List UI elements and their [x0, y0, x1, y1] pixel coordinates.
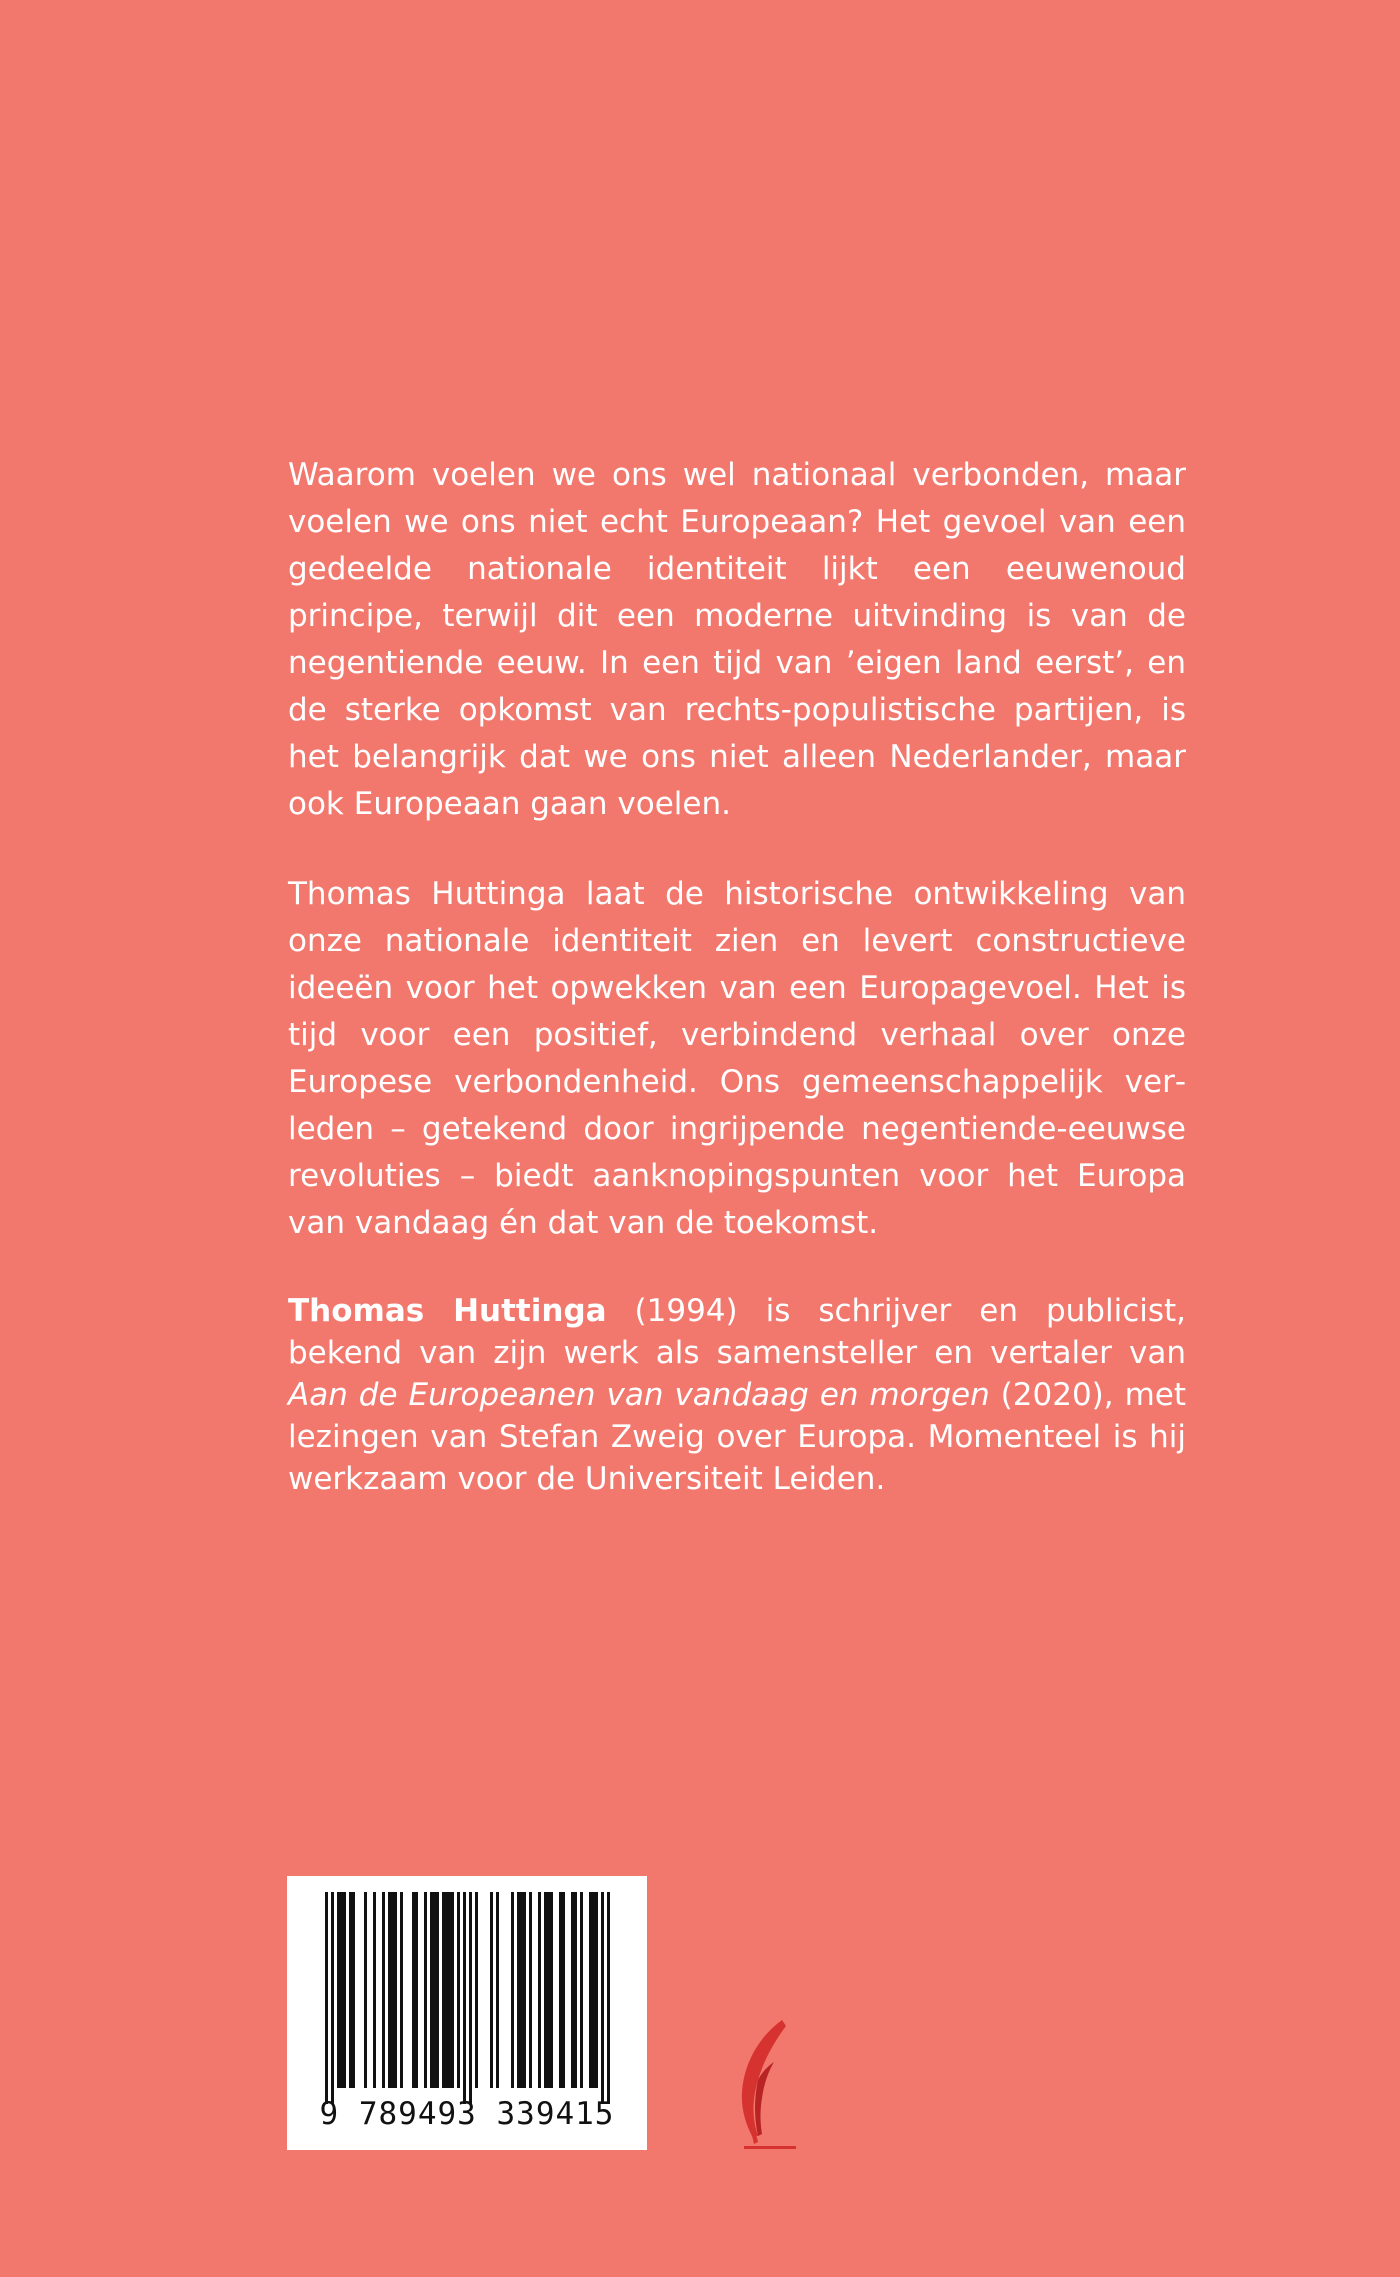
bio-text-2: (2020), met lezingen van Stefan Zweig over Europa. Momenteel is hij werkzaam voor de Universiteit Leiden.: [288, 1377, 1186, 1497]
barcode-bar: [373, 1892, 376, 2088]
barcode-bar: [544, 1892, 547, 2088]
barcode-bar: [562, 1892, 565, 2088]
barcode-bar: [391, 1892, 394, 2088]
book-title: Aan de Europeanen van vandaag en morgen: [288, 1377, 990, 1413]
barcode-bar: [343, 1892, 346, 2088]
bio-text-1: (1994) is schrijver en publicist, bekend van zijn werk als samensteller en vertaler van: [288, 1293, 1187, 1371]
barcode: [287, 1876, 647, 2150]
barcode-bar: [400, 1892, 403, 2088]
barcode-bar: [475, 1892, 478, 2088]
barcode-bar: [607, 1892, 610, 2104]
barcode-bar: [469, 1892, 472, 2104]
barcode-bar: [520, 1892, 523, 2088]
barcode-bar: [445, 1892, 448, 2088]
barcode-bar: [571, 1892, 574, 2088]
barcode-bar: [595, 1892, 598, 2088]
barcode-bar: [538, 1892, 541, 2088]
barcode-bar: [463, 1892, 466, 2104]
blurb-paragraph-2: Thomas Huttinga laat de historische ontwikkeling van onze nationale identiteit zien en levert constructieve ideeën voor het opwekken van een Europagevoel. Het is tijd voor een positief, verbindend verhaal over onze Europese verbondenheid. Ons gemeenschappelijk verleden – getekend door ingrijpende negentiende-eeuwse revoluties – biedt aanknopingspunten voor het Europa van vandaag én dat van de toekomst.: [288, 876, 1186, 1241]
barcode-bar: [433, 1892, 436, 2088]
barcode-bar: [394, 1892, 397, 2088]
barcode-bar: [415, 1892, 418, 2088]
barcode-bar: [523, 1892, 526, 2088]
barcode-bar: [382, 1892, 385, 2088]
isbn-number: 9 789493 339415: [319, 2096, 615, 2132]
barcode-bar: [325, 1892, 328, 2104]
barcode-bar: [496, 1892, 499, 2088]
barcode-bar: [601, 1892, 604, 2104]
barcode-bar: [430, 1892, 433, 2088]
barcode-bar: [550, 1892, 553, 2088]
barcode-bar: [412, 1892, 415, 2088]
barcode-bar: [529, 1892, 532, 2088]
quill-pen-icon: [730, 2018, 800, 2153]
barcode-bar: [352, 1892, 355, 2088]
barcode-bar: [436, 1892, 439, 2088]
barcode-bar: [589, 1892, 592, 2088]
barcode-bar: [349, 1892, 352, 2088]
barcode-bar: [364, 1892, 367, 2088]
barcode-bar: [388, 1892, 391, 2088]
blurb-text: [288, 452, 1186, 1500]
barcode-bar: [580, 1892, 583, 2088]
barcode-bar: [442, 1892, 445, 2088]
barcode-bar: [457, 1892, 460, 2088]
barcode-bar: [451, 1892, 454, 2088]
barcode-bar: [547, 1892, 550, 2088]
author-name: Thomas Huttinga: [288, 1293, 607, 1329]
barcode-bar: [424, 1892, 427, 2088]
barcode-bar: [331, 1892, 334, 2104]
blurb-paragraph-1: Waarom voelen we ons wel nationaal verbonden, maar voelen we ons niet echt Europeaan? Het gevoel van een gedeelde nationale identiteit lijkt een eeuwenoud principe, terwijl dit een moderne uitvinding is van de negentiende eeuw. In een tijd van ’eigen land eerst’, en de sterke opkomst van rechts-populistische partijen, is het belangrijk dat we ons niet alleen Nederlander, maar ook Europeaan gaan voelen.: [288, 457, 1186, 822]
barcode-bar: [592, 1892, 595, 2088]
barcode-bar: [511, 1892, 514, 2088]
barcode-bar: [337, 1892, 340, 2088]
barcode-bar: [490, 1892, 493, 2088]
barcode-bar: [340, 1892, 343, 2088]
barcode-bar: [448, 1892, 451, 2088]
author-bio: [288, 1290, 1186, 1500]
barcode-bar: [517, 1892, 520, 2088]
barcode-bar: [559, 1892, 562, 2088]
barcode-bar: [574, 1892, 577, 2088]
